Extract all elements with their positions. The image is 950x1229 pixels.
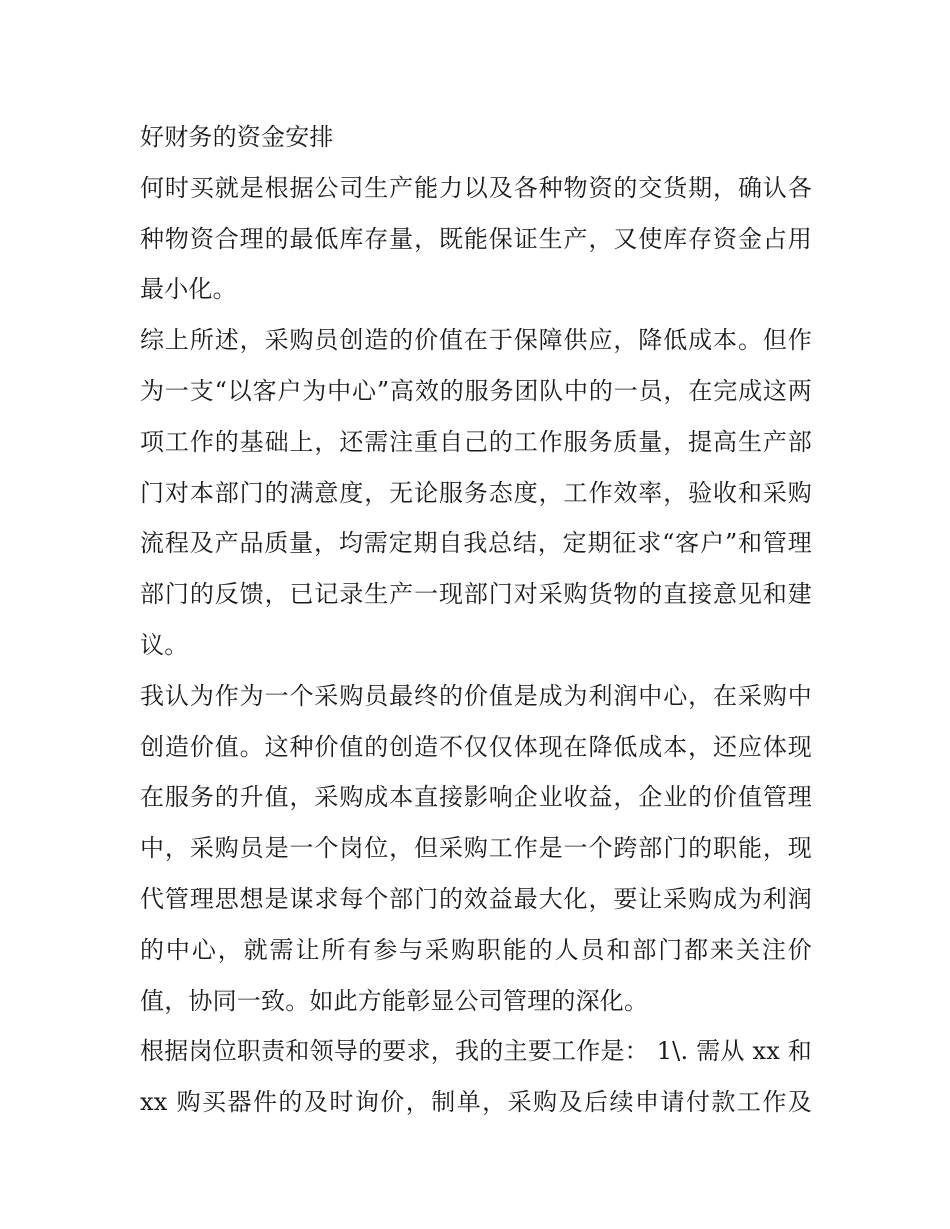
paragraph-1: [140, 112, 812, 163]
text-line: 项工作的基础上，还需注重自己的工作服务质量，提高生产部: [140, 427, 812, 456]
text-line: 代管理思想是谋求每个部门的效益最大化，要让采购成为利润: [140, 884, 812, 913]
text-line: 根据岗位职责和领导的要求，我的主要工作是： 1\. 需从 xx 和: [140, 1037, 812, 1066]
text-line: 部门的反馈，已记录生产一现部门对采购货物的直接意见和建: [140, 580, 812, 609]
text-line: 议。: [140, 630, 189, 659]
text-line: xx 购买器件的及时询价，制单，采购及后续申请付款工作及: [140, 1088, 812, 1117]
text-line: 中，采购员是一个岗位，但采购工作是一个跨部门的职能，现: [140, 834, 812, 863]
text-line: 流程及产品质量，均需定期自我总结，定期征求“客户”和管理: [140, 529, 812, 558]
text-line: 我认为作为一个采购员最终的价值是成为利润中心，在采购中: [140, 681, 812, 710]
text-line: 在服务的升值，采购成本直接影响企业收益，企业的价值管理: [140, 783, 812, 812]
text-line: 何时买就是根据公司生产能力以及各种物资的交货期，确认各: [140, 173, 812, 202]
paragraph-4: [140, 671, 812, 1027]
paragraph-5: [140, 1026, 812, 1128]
paragraph-3: [140, 315, 812, 671]
document-body: [140, 112, 812, 1128]
text-line: 好财务的资金安排: [140, 123, 334, 151]
text-line: 最小化。: [140, 275, 237, 304]
text-line: 综上所述，采购员创造的价值在于保障供应，降低成本。但作: [140, 326, 812, 355]
text-line: 创造价值。这种价值的创造不仅仅体现在降低成本，还应体现: [140, 732, 812, 761]
text-line: 门对本部门的满意度，无论服务态度，工作效率，验收和采购: [140, 478, 812, 507]
text-line: 值，协同一致。如此方能彰显公司管理的深化。: [140, 986, 649, 1015]
text-line: 的中心，就需让所有参与采购职能的人员和部门都来关注价: [140, 935, 812, 964]
text-line: 为一支“以客户为中心”高效的服务团队中的一员，在完成这两: [140, 376, 812, 405]
paragraph-2: [140, 163, 812, 315]
text-line: 种物资合理的最低库存量，既能保证生产，又使库存资金占用: [140, 224, 812, 253]
